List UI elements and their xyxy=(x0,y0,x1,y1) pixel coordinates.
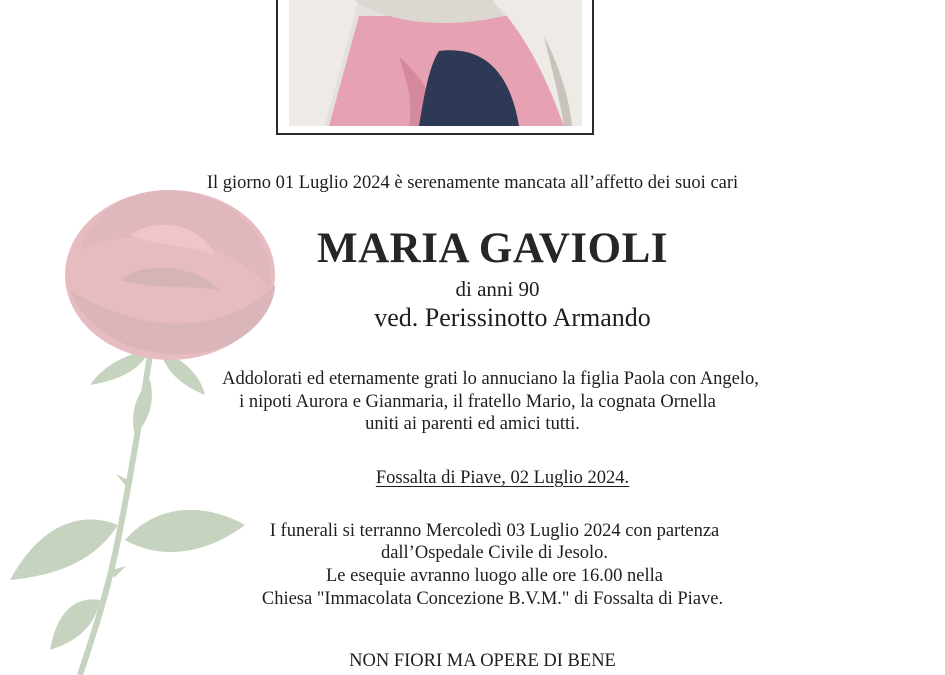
death-announcement-intro: Il giorno 01 Luglio 2024 è serenamente mancata all’affetto dei suoi cari xyxy=(206,173,739,193)
mourners-line: uniti ai parenti ed amici tutti. xyxy=(365,414,580,434)
funeral-line: I funerali si terranno Mercoledì 03 Luglio 2024 con partenza xyxy=(269,521,720,541)
portrait-frame xyxy=(276,0,594,135)
closing-note: NON FIORI MA OPERE DI BENE xyxy=(349,651,616,671)
funeral-line: dall’Ospedale Civile di Jesolo. xyxy=(380,543,609,563)
mourners-line: Addolorati ed eternamente grati lo annuciano la figlia Paola con Angelo, xyxy=(222,369,759,389)
mourners-line: i nipoti Aurora e Gianmaria, il fratello Mario, la cognata Ornella xyxy=(239,392,716,412)
funeral-line: Chiesa "Immacolata Concezione B.V.M." di Fossalta di Piave. xyxy=(261,589,724,609)
funeral-line: Le esequie avranno luogo alle ore 16.00 nella xyxy=(326,566,663,586)
portrait-photo xyxy=(289,0,582,126)
deceased-name: MARIA GAVIOLI xyxy=(317,225,668,272)
place-date-text: Fossalta di Piave, 02 Luglio 2024. xyxy=(375,468,630,488)
portrait-illustration xyxy=(289,0,582,126)
deceased-age: di anni 90 xyxy=(455,277,540,301)
widow-of: ved. Perissinotto Armando xyxy=(374,303,651,332)
place-date xyxy=(30,468,945,489)
